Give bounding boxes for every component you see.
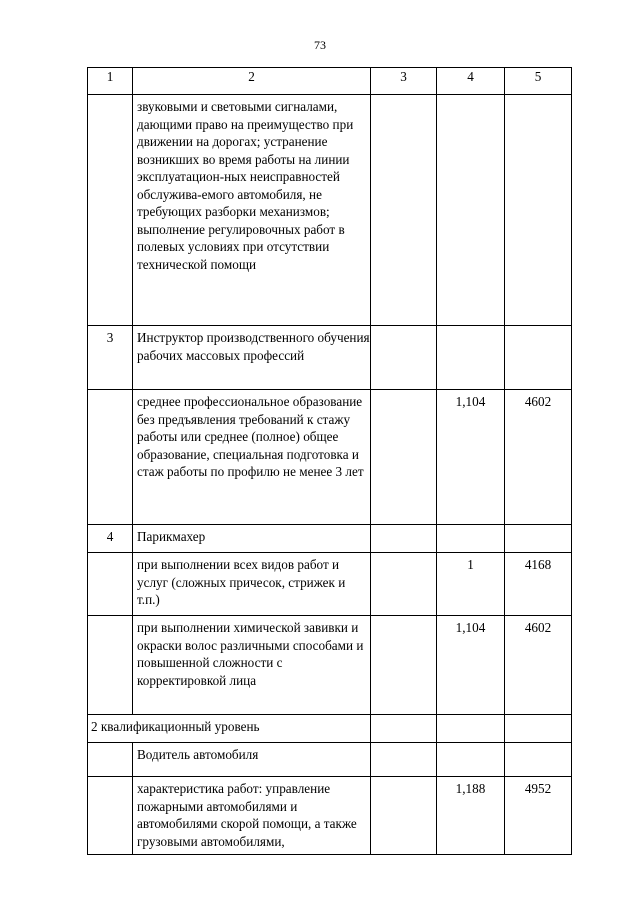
qualification-level-cell: 2 квалификационный уровень <box>88 715 371 743</box>
empty-cell <box>371 616 437 715</box>
empty-cell <box>437 715 505 743</box>
row-number-cell <box>88 743 133 777</box>
salary-cell: 4168 <box>505 553 572 616</box>
page-number: 73 <box>314 38 326 52</box>
salary-cell: 4602 <box>505 390 572 525</box>
qualification-level-row <box>88 715 572 743</box>
table-row <box>88 553 572 616</box>
row-number-cell <box>88 616 133 715</box>
salary-cell: 4602 <box>505 616 572 715</box>
table-row <box>88 95 572 326</box>
header-cell-3: 3 <box>371 68 437 95</box>
row-number-cell: 3 <box>88 326 133 390</box>
empty-cell <box>371 525 437 553</box>
description-cell: при выполнении всех видов работ и услуг (сложных причесок, стрижек и т.п.) <box>133 553 371 616</box>
row-number-cell: 4 <box>88 525 133 553</box>
empty-cell <box>371 326 437 390</box>
tariff-table <box>87 67 572 855</box>
description-cell: звуковыми и световыми сигналами, дающими право на преимущество при движении на дорогах; устранение возникших во время работы на линии эксплуатацион-ных неисправностей обслужива-емого автомобиля, не требующих разборки механизмов; выполнение регулировочных работ в полевых условиях при отсутствии технической помощи <box>133 95 371 326</box>
empty-cell <box>505 715 572 743</box>
salary-cell <box>505 95 572 326</box>
empty-cell <box>371 390 437 525</box>
table-row <box>88 616 572 715</box>
table-row <box>88 743 572 777</box>
empty-cell <box>371 715 437 743</box>
row-number-cell <box>88 777 133 855</box>
salary-cell: 4952 <box>505 777 572 855</box>
table-row <box>88 326 572 390</box>
coefficient-cell <box>437 743 505 777</box>
header-cell-5: 5 <box>505 68 572 95</box>
salary-cell <box>505 525 572 553</box>
description-cell: характеристика работ: управление пожарными автомобилями и автомобилями скорой помощи, а также грузовыми автомобилями, <box>133 777 371 855</box>
table-row <box>88 525 572 553</box>
profession-cell: Парикмахер <box>133 525 371 553</box>
empty-cell <box>371 95 437 326</box>
coefficient-cell: 1,104 <box>437 390 505 525</box>
empty-cell <box>371 777 437 855</box>
header-cell-1: 1 <box>88 68 133 95</box>
table-row <box>88 777 572 855</box>
empty-cell <box>371 743 437 777</box>
coefficient-cell <box>437 525 505 553</box>
profession-cell: Инструктор производственного обучения рабочих массовых профессий <box>133 326 371 390</box>
empty-cell <box>371 553 437 616</box>
coefficient-cell <box>437 326 505 390</box>
profession-cell: Водитель автомобиля <box>133 743 371 777</box>
table-row <box>88 390 572 525</box>
coefficient-cell: 1,188 <box>437 777 505 855</box>
header-cell-2: 2 <box>133 68 371 95</box>
description-cell: среднее профессиональное образование без предъявления требований к стажу работы или среднее (полное) общее образование, специальная подготовка и стаж работы по профилю не менее 3 лет <box>133 390 371 525</box>
table-header-row <box>88 68 572 95</box>
coefficient-cell: 1,104 <box>437 616 505 715</box>
description-cell: при выполнении химической завивки и окраски волос различными способами и повышенной сложности с корректировкой лица <box>133 616 371 715</box>
salary-cell <box>505 743 572 777</box>
coefficient-cell: 1 <box>437 553 505 616</box>
coefficient-cell <box>437 95 505 326</box>
header-cell-4: 4 <box>437 68 505 95</box>
row-number-cell <box>88 390 133 525</box>
row-number-cell <box>88 553 133 616</box>
row-number-cell <box>88 95 133 326</box>
salary-cell <box>505 326 572 390</box>
